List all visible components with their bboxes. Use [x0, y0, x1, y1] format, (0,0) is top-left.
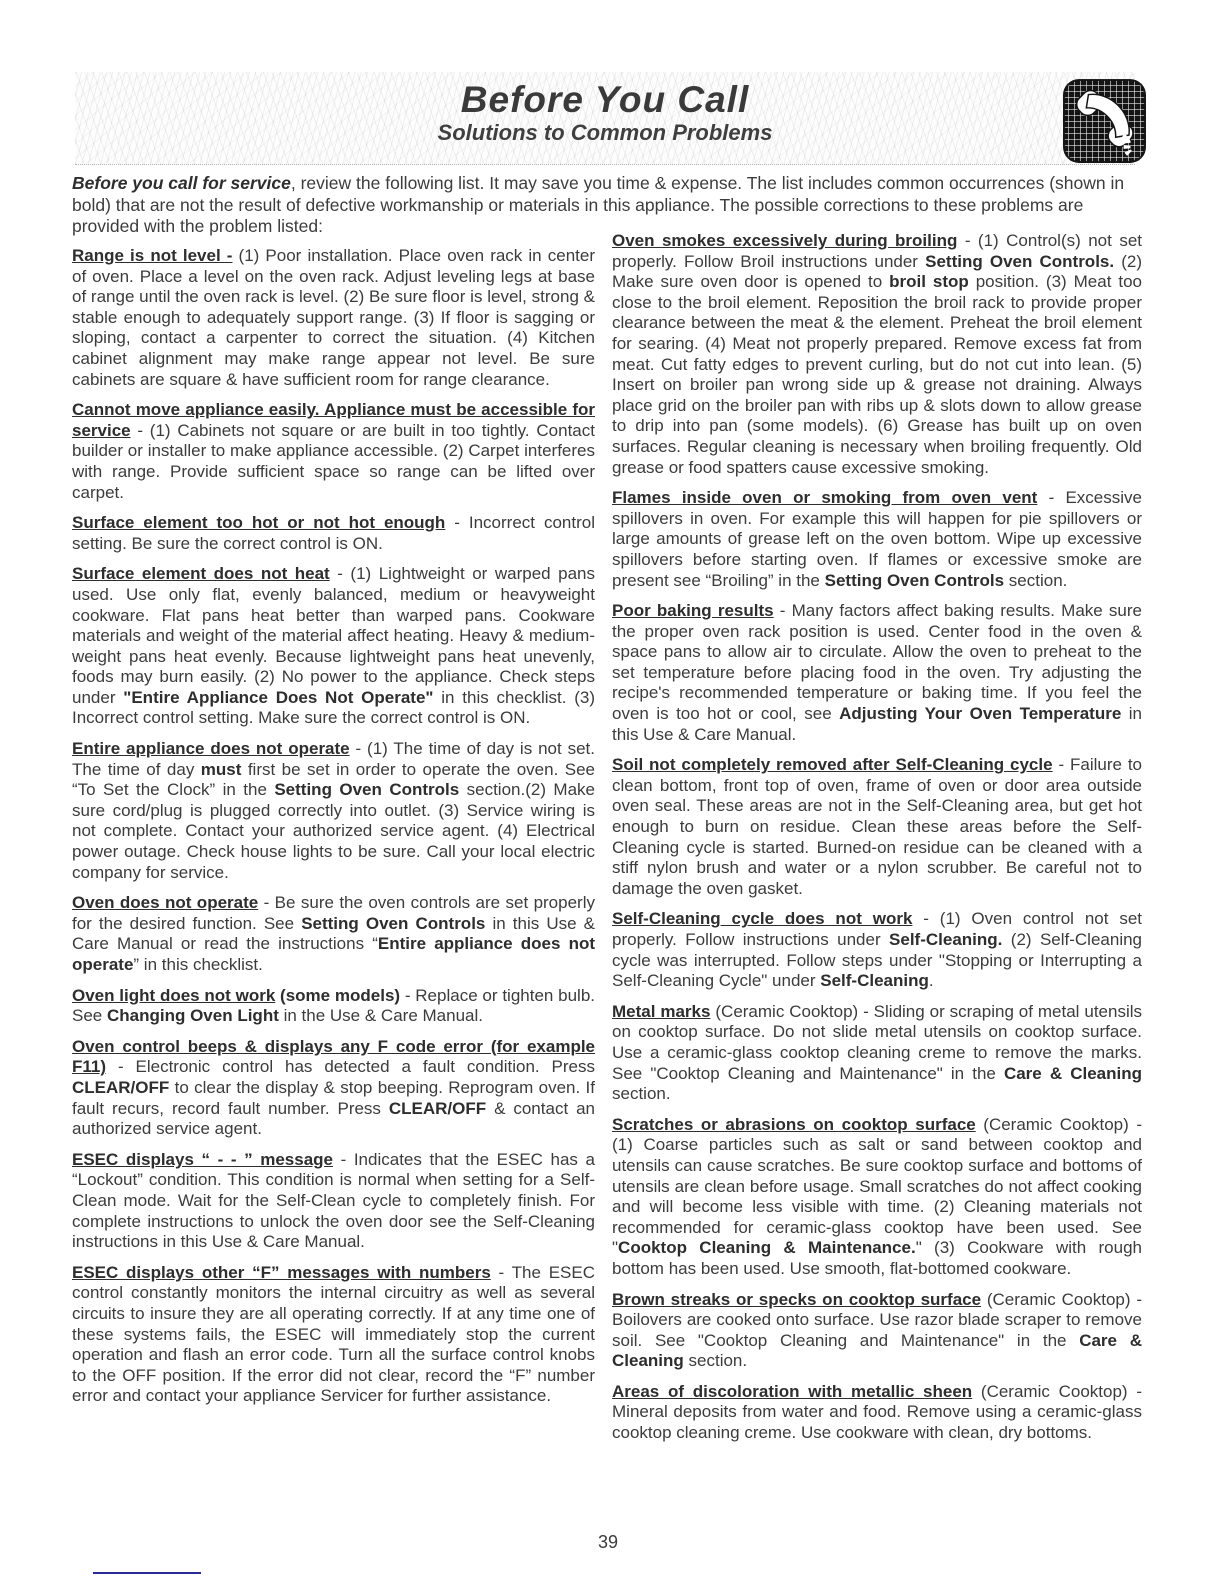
body-text: CLEAR/OFF	[388, 1098, 487, 1118]
problem-entry	[612, 231, 1142, 478]
body-text: - The ESEC control constantly monitors the internal circuitry as well as several circuits to insure they are all operating correctly. If at any time one of these systems fails, the ESEC will immediately stop the current operation and flash an error code. Turn all the surface control knobs to the OFF position. If the error did not clear, record the “F” number error and contact your appliance Servicer for further assistance.	[72, 1262, 595, 1406]
body-text: - Many factors affect baking results. Make sure the proper oven rack position is used. Center food in the oven & space pans to allow air to circulate. Allow the oven to preheat to the set temperature before placing food in the oven. Try adjusting the recipe's recommended temperature or baking time. If you feel the oven is too hot or cool, see	[612, 601, 1142, 724]
body-text: (Ceramic Cooktop) - Boilovers are cooked onto surface. Use razor blade scraper to remove soil. See "Cooktop Cleaning and Maintenance" in the	[612, 1289, 1142, 1350]
problem-heading: Poor baking results	[612, 601, 774, 621]
problem-entry	[72, 1150, 595, 1253]
body-text: Cooktop Cleaning & Maintenance.	[618, 1238, 916, 1258]
problem-entry	[612, 601, 1142, 745]
body-text: first be set in order to operate the oven. See “To Set the Clock” in the	[72, 759, 595, 800]
problem-list-left-column	[72, 246, 595, 1417]
body-text: in this Use & Care Manual.	[612, 704, 1142, 744]
body-text: Setting Oven Controls	[274, 780, 460, 800]
body-text: broil stop	[889, 272, 969, 292]
body-text: - (1) The time of day is not set. The time of day	[72, 739, 595, 779]
problem-heading: Metal marks	[612, 1001, 711, 1021]
body-text: (2) Make sure oven door is opened to	[612, 251, 1142, 292]
body-text: in the Use & Care Manual.	[278, 1006, 483, 1026]
problem-heading: Oven light does not work	[72, 985, 276, 1005]
problem-entry	[72, 1263, 595, 1407]
problem-entry	[72, 1037, 595, 1140]
body-text: - (1) Cabinets not square or are built in too tightly. Contact builder or installer to make appliance accessible. (2) Carpet interferes with range. Provide sufficient space so range can be lifted over carpet.	[72, 420, 595, 502]
body-text: - Electronic control has detected a fault condition. Press	[106, 1057, 595, 1077]
problem-heading: Flames inside oven or smoking from oven vent	[612, 488, 1038, 508]
problem-heading: Oven control beeps & displays any F code error (for example F11)	[72, 1036, 595, 1077]
body-text: must	[200, 759, 242, 779]
problem-entry	[612, 488, 1142, 591]
body-text: in this checklist. (3) Incorrect control setting. Make sure the correct control is ON.	[72, 687, 596, 728]
body-text: Setting Oven Controls	[824, 570, 1005, 590]
body-text: & contact an authorized service agent.	[72, 1098, 596, 1139]
footer-line	[93, 1572, 201, 1574]
body-text: Adjusting Your Oven Temperature	[839, 704, 1122, 724]
problem-entry	[72, 246, 595, 390]
body-text: CLEAR/OFF	[72, 1077, 170, 1097]
body-text: - (1) Control(s) not set properly. Follow Broil instructions under	[612, 231, 1142, 271]
problem-entry	[612, 1115, 1142, 1280]
body-text: Care & Cleaning	[612, 1330, 1142, 1371]
body-text: Entire appliance does not operate	[72, 934, 596, 974]
body-text: (Ceramic Cooktop) - Mineral deposits from water and food. Remove using a ceramic-glass cooktop cleaning creme. Use cookware with clean, dry bottoms.	[612, 1381, 1142, 1443]
problem-entry	[72, 564, 595, 729]
problem-entry	[612, 909, 1142, 991]
body-text: .	[928, 971, 934, 991]
problem-heading: ESEC displays other “F” messages with numbers	[72, 1262, 491, 1282]
problem-heading: Entire appliance does not operate	[72, 739, 350, 759]
page-number: 39	[598, 1532, 619, 1552]
body-text: Before you call for service	[72, 173, 291, 193]
body-text: section.(2) Make sure cord/plug is plugged correctly into outlet. (3) Service wiring is not complete. Contact your authorized service agent. (4) Electrical power outage. Check house lights to be sure. Call your local electric company for service.	[72, 780, 595, 882]
body-text: - (1) Oven control not set properly. Follow instructions under	[612, 909, 1142, 949]
problem-heading: Brown streaks or specks on cooktop surface	[612, 1289, 982, 1309]
body-text: position. (3) Meat too close to the broil element. Reposition the broil rack to provide proper clearance between the meat & the element. Preheat the broil element for searing. (4) Meat not properly prepared. Remove excess fat from meat. Cut fatty edges to prevent curling, but do not cut into lean. (5) Insert on broiler pan wrong side up & grease not draining. Always place grid on the broiler pan with ribs up & slots down to allow grease to drip into pan (some models). (6) Grease has built up on oven surfaces. Regular cleaning is necessary when broiling frequently. Old grease or food spatters cause excessive smoking.	[612, 272, 1142, 477]
body-text: "Entire Appliance Does Not Operate"	[123, 687, 434, 707]
body-text: , review the following list. It may save you time & expense. The list includes common occurrences (shown in bold) that are not the result of defective workmanship or materials in this appliance. The possible corrections to these problems are provided with the problem listed:	[72, 173, 1125, 236]
problem-heading: ESEC displays “ - - ” message	[72, 1149, 333, 1169]
problem-heading: Oven smokes excessively during broiling	[612, 231, 958, 250]
problem-heading: Cannot move appliance easily. Appliance must be accessible for service	[72, 400, 595, 440]
problem-entry	[72, 986, 595, 1027]
body-text: " (3) Cookware with rough bottom has been used. Use smooth, flat-bottomed cookware.	[612, 1238, 1143, 1278]
phone-icon	[1063, 79, 1146, 163]
body-text: (Ceramic Cooktop) - (1) Coarse particles such as salt or sand between cooktop and utensils can cause scratches. Be sure cooktop surface and bottoms of utensils are clean before usage. Small scratches do not affect cooking and will become less visible with time. (2) Cleaning materials not recommended for ceramic-glass cooktop have been used. See "	[612, 1114, 1142, 1258]
problem-heading: Range is not level -	[72, 246, 233, 265]
problem-entry	[612, 1382, 1142, 1444]
page-header	[75, 72, 1135, 165]
body-text: Care & Cleaning	[1003, 1063, 1142, 1083]
page-subtitle: Solutions to Common Problems	[437, 120, 773, 145]
problem-entry	[72, 513, 595, 554]
body-text: - Incorrect control setting. Be sure the correct control is ON.	[72, 513, 595, 553]
body-text: (2) Self-Cleaning cycle was interrupted. Follow steps under "Stopping or Interrupting a Self-Cleaning Cycle" under	[612, 930, 1143, 991]
body-text: - Excessive spillovers in oven. For example this will happen for pie spillovers or large amounts of grease left on the oven bottom. Wipe up excessive spillovers before starting oven. If flames or excessive smoke are present see “Broiling” in the	[612, 488, 1142, 590]
body-text: in this Use & Care Manual or read the instructions “	[72, 913, 595, 954]
body-text: (some models)	[275, 985, 401, 1005]
problem-entry	[612, 1002, 1142, 1105]
body-text: - Failure to clean bottom, front top of oven, frame of oven or door area outside oven seal. These areas are not in the Self-Cleaning area, but get hot enough to burn on residue. Clean these areas before the Self-Cleaning cycle is started. Burned-on residue can be cleaned with a stiff nylon brush and water or a nylon scrubber. Be careful not to damage the oven gasket.	[612, 755, 1142, 898]
body-text: section.	[1004, 570, 1068, 590]
problem-heading: Surface element too hot or not hot enough	[72, 513, 446, 533]
body-text: (1) Poor installation. Place oven rack in center of oven. Place a level on the oven rack. Adjust leveling legs at base of range until the oven rack is level. (2) Be sure floor is level, strong & stable enough to adequately support range. (3) If floor is sagging or sloping, contact a carpenter to correct the situation. (4) Kitchen cabinet alignment may make range appear not level. Be sure cabinets are square & have sufficient room for range clearance.	[72, 246, 595, 389]
problem-entry	[72, 893, 595, 975]
body-text: section.	[612, 1084, 671, 1104]
body-text: Self-Cleaning.	[889, 930, 1003, 949]
problem-entry	[72, 400, 595, 503]
body-text: section.	[683, 1351, 748, 1371]
body-text: - (1) Lightweight or warped pans used. Use only flat, evenly balanced, medium or heavyweight cookware. Flat pans heat better than warped pans. Cookware materials and weight of the material affect heating. Heavy & medium-weight pans heat evenly. Because lightweight pans heat unevenly, foods may burn easily. (2) No power to the appliance. Check steps under	[72, 564, 595, 707]
problem-entry	[72, 739, 595, 883]
problem-heading: Surface element does not heat	[72, 564, 330, 584]
problem-entry	[612, 1290, 1142, 1372]
problem-entry	[612, 755, 1142, 899]
body-text: Changing Oven Light	[106, 1006, 279, 1026]
body-text: Self-Cleaning	[820, 971, 929, 991]
problem-heading: Soil not completely removed after Self-Cleaning cycle	[612, 755, 1053, 775]
problem-list-right-column	[612, 231, 1142, 1454]
body-text: Setting Oven Controls	[301, 913, 486, 933]
body-text: - Be sure the oven controls are set properly for the desired function. See	[72, 893, 595, 933]
body-text: (Ceramic Cooktop) - Sliding or scraping of metal utensils on cooktop surface. Do not slide metal utensils on cooktop surface. Use a ceramic-glass cooktop cleaning creme to remove the marks. See "Cooktop Cleaning and Maintenance" in the	[612, 1001, 1143, 1083]
intro-paragraph	[72, 173, 1138, 238]
problem-heading: Areas of discoloration with metallic sheen	[612, 1381, 973, 1401]
body-text: - Indicates that the ESEC has a “Lockout” condition. This condition is normal when setting for a Self-Clean mode. Wait for the Self-Clean cycle to completely finish. For complete instructions to unlock the oven door see the Self-Cleaning instructions in this Use & Care Manual.	[72, 1149, 595, 1252]
problem-heading: Oven does not operate	[72, 893, 259, 913]
problem-heading: Self-Cleaning cycle does not work	[612, 909, 913, 929]
body-text: ” in this checklist.	[133, 955, 263, 974]
body-text: - Replace or tighten bulb. See	[72, 985, 595, 1026]
body-text: to clear the display & stop beeping. Reprogram oven. If fault recurs, record fault number. Press	[72, 1077, 595, 1118]
page-title: Before You Call	[460, 79, 750, 120]
problem-heading: Scratches or abrasions on cooktop surface	[612, 1114, 976, 1134]
body-text: Setting Oven Controls.	[925, 251, 1115, 271]
